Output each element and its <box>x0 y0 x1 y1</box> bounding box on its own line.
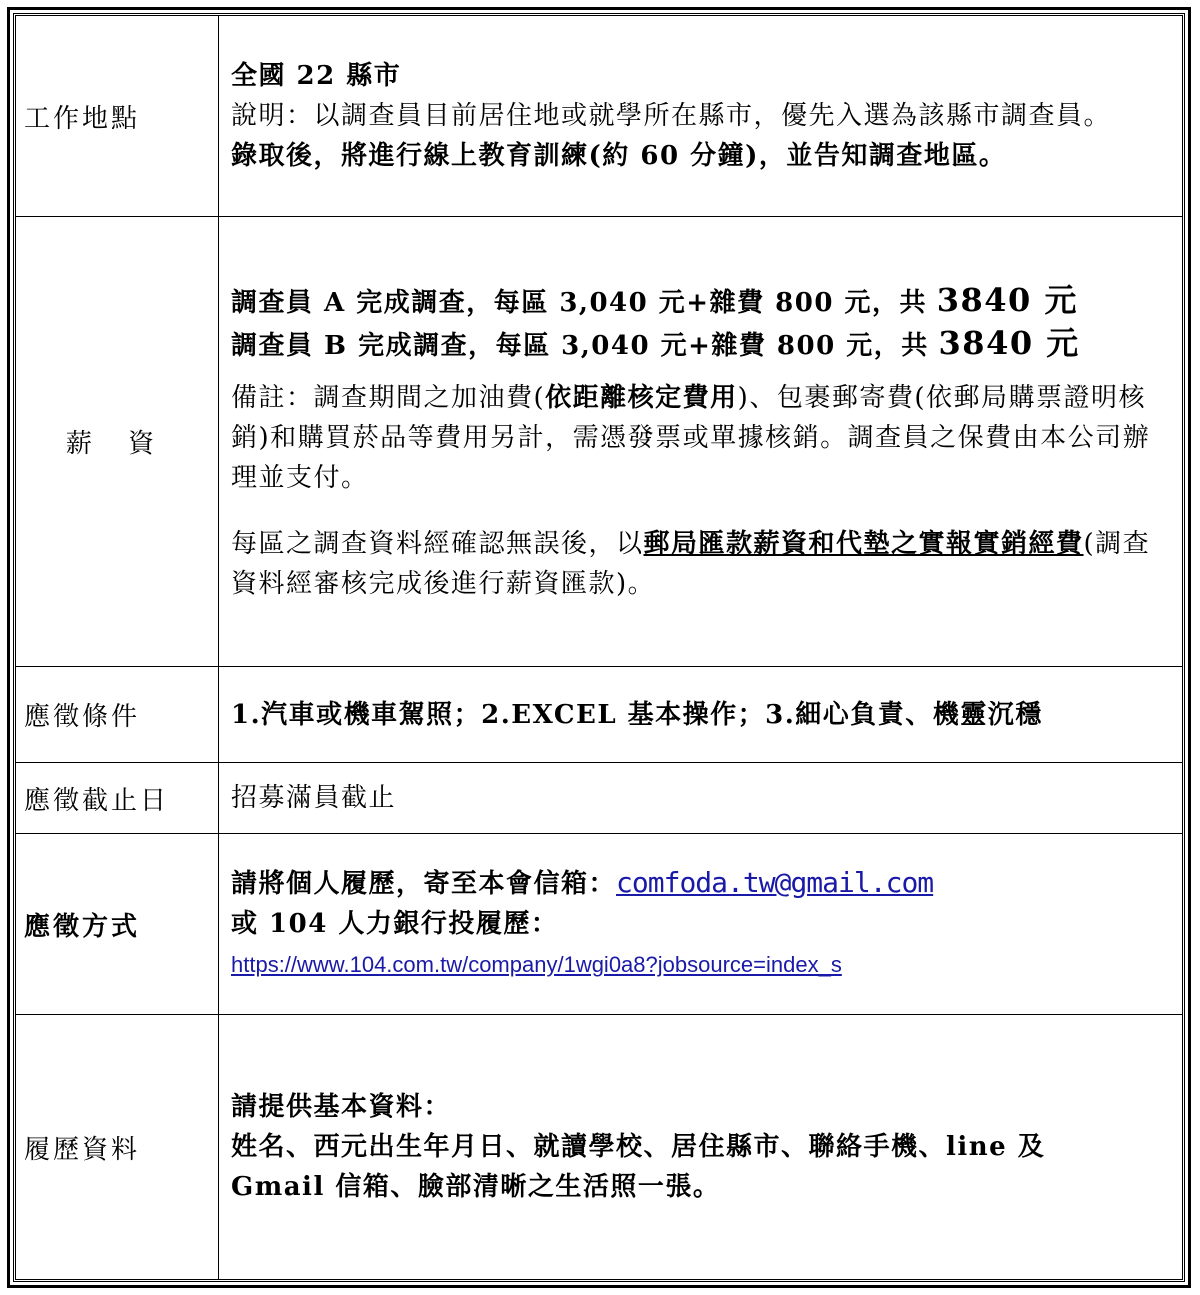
job-table-frame <box>7 7 1191 1288</box>
salary-note-rest: )、包裹郵寄費(依郵局購票證明核銷)和購買菸品等費用另計，需憑發票或單據核銷。調查員之保費由本公司辦理並支付。 <box>231 382 1151 493</box>
label-apply: 應徵方式 <box>16 834 219 1015</box>
salary-note-bold: 依距離核定費用 <box>545 382 738 413</box>
row-salary <box>16 217 1183 667</box>
resume-intro: 請提供基本資料： <box>231 1092 452 1122</box>
salary-payment-start: 每區之調查資料經確認無誤後，以 <box>231 528 644 559</box>
row-location <box>16 16 1183 217</box>
salary-a-desc: 調查員 A 完成調查，每區 3,040 元+雜費 800 元，共 <box>231 287 927 318</box>
location-description: 說明：以調查員目前居住地或就學所在縣市，優先入選為該縣市調查員。 <box>231 101 1112 131</box>
salary-note-start: 備註：調查期間之加油費( <box>231 382 546 413</box>
url-link[interactable]: https://www.104.com.tw/company/1wgi0a8?jobsource=index_s <box>231 952 842 977</box>
content-location <box>219 16 1183 217</box>
content-resume <box>219 1015 1183 1280</box>
content-requirements: 1.汽車或機車駕照；2.EXCEL 基本操作；3.細心負責、機靈沉穩 <box>219 667 1183 763</box>
apply-email-line <box>231 863 1176 904</box>
row-deadline <box>16 763 1183 834</box>
salary-a <box>231 280 1176 323</box>
salary-a-total: 3840 元 <box>936 280 1078 319</box>
content-salary <box>219 217 1183 667</box>
apply-104-text: 或 104 人力銀行投履歷： <box>231 909 559 939</box>
salary-b <box>231 323 1176 366</box>
label-salary: 薪 資 <box>16 217 219 667</box>
row-resume <box>16 1015 1183 1280</box>
email-link[interactable]: comfoda.tw@gmail.com <box>616 866 934 899</box>
salary-b-desc: 調查員 B 完成調查，每區 3,040 元+雜費 800 元，共 <box>231 330 929 361</box>
label-location: 工作地點 <box>16 16 219 217</box>
row-apply <box>16 834 1183 1015</box>
job-info-table <box>15 15 1183 1280</box>
resume-photo: Gmail 信箱、臉部清晰之生活照一張。 <box>231 1172 721 1202</box>
salary-note <box>231 378 1176 498</box>
salary-payment-rest: (調查資料經審核完成後進行薪資匯款)。 <box>231 528 1151 599</box>
label-resume: 履歷資料 <box>16 1015 219 1280</box>
apply-email-text: 請將個人履歷，寄至本會信箱： <box>231 869 617 899</box>
salary-payment <box>231 524 1176 604</box>
resume-fields: 姓名、西元出生年月日、就讀學校、居住縣市、聯絡手機、line 及 <box>231 1132 1046 1162</box>
label-requirements: 應徵條件 <box>16 667 219 763</box>
row-requirements <box>16 667 1183 763</box>
apply-url-line <box>231 944 1176 985</box>
salary-b-total: 3840 元 <box>938 323 1080 362</box>
content-apply <box>219 834 1183 1015</box>
label-deadline: 應徵截止日 <box>16 763 219 834</box>
content-deadline: 招募滿員截止 <box>219 763 1183 834</box>
location-scope: 全國 22 縣市 <box>231 61 402 91</box>
salary-payment-bold: 郵局匯款薪資和代墊之實報實銷經費 <box>643 528 1084 559</box>
location-training: 錄取後，將進行線上教育訓練(約 60 分鐘)，並告知調查地區。 <box>231 141 1007 171</box>
